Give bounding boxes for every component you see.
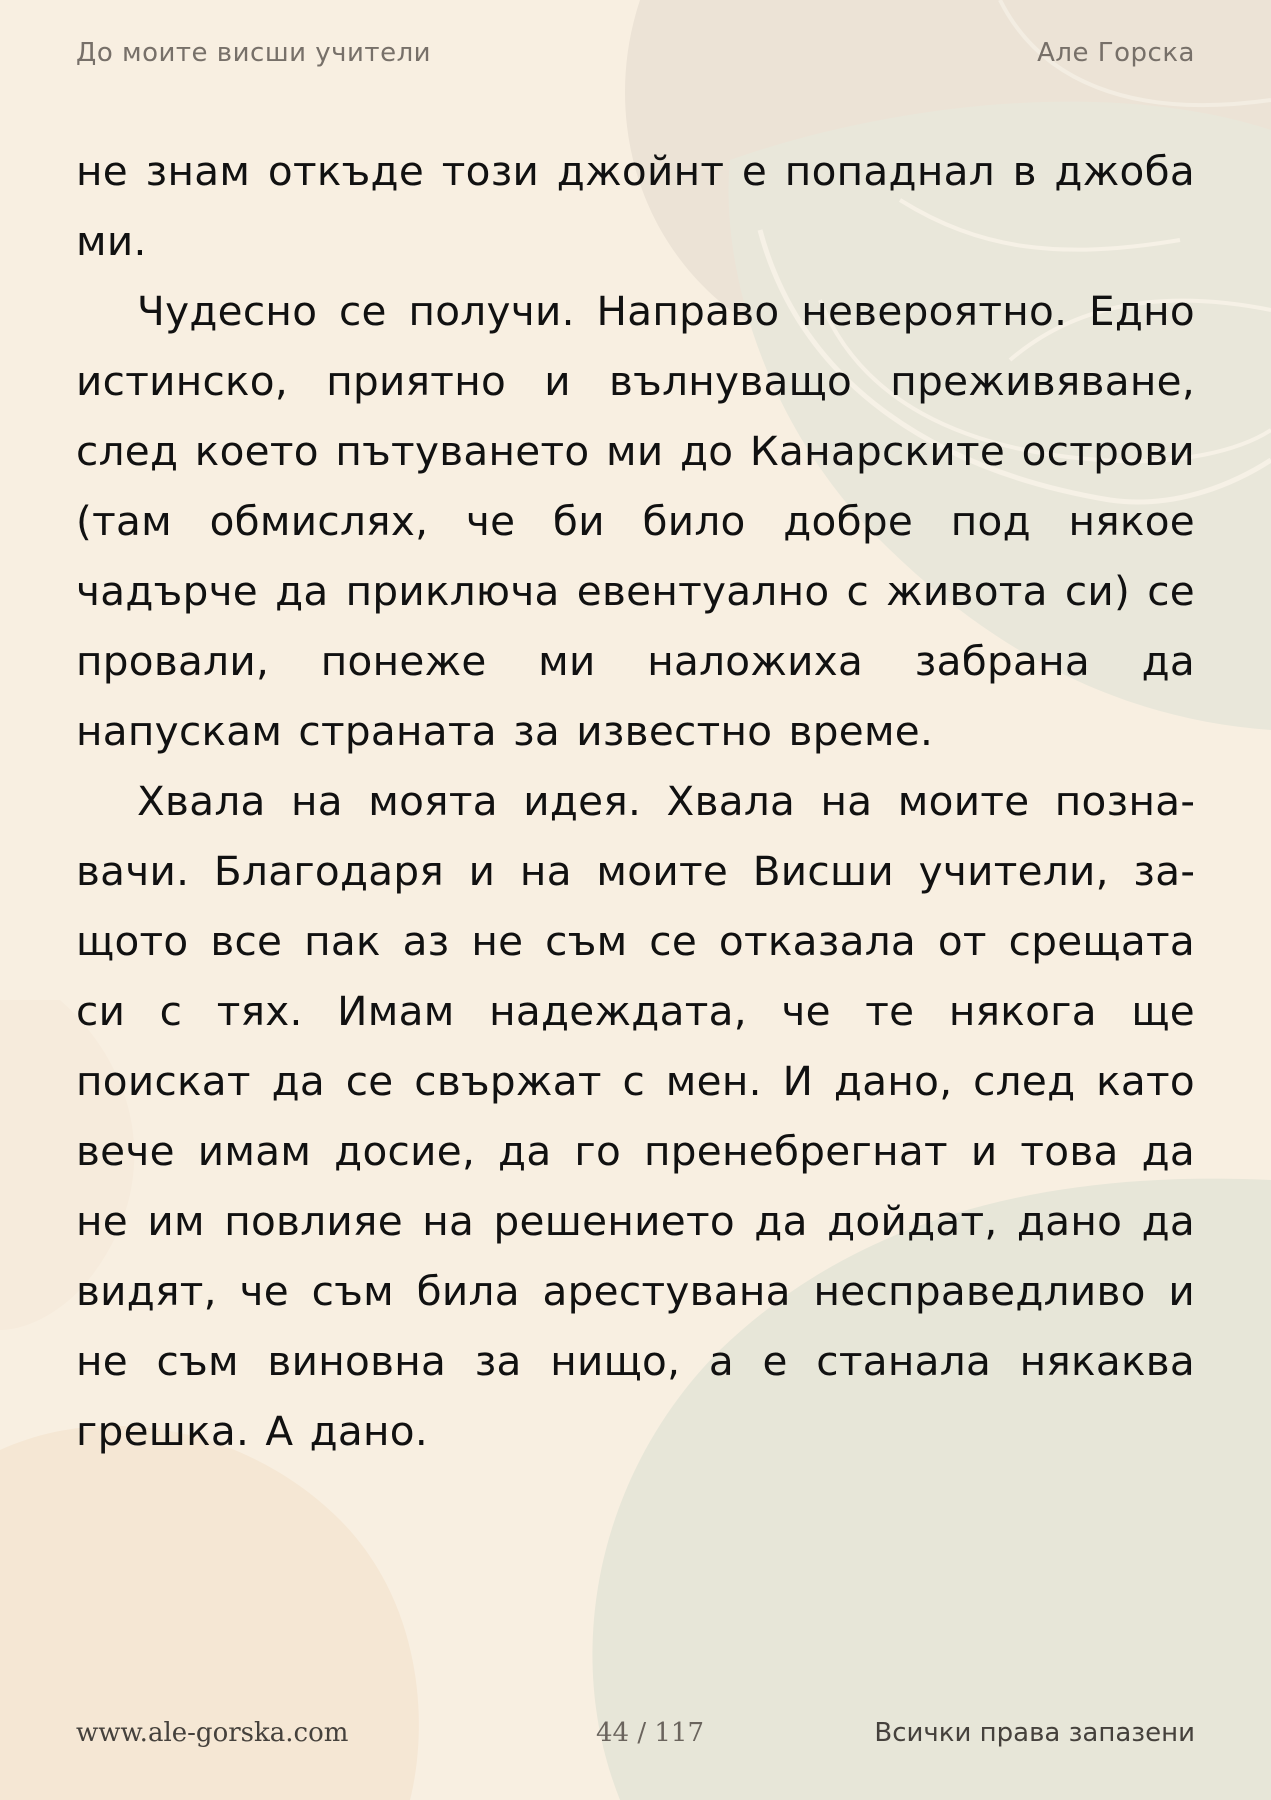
paragraph-3: Хвала на моята идея. Хвала на моите познавачи. Благодаря и на моите Висши учители, защото все пак аз не съм се отказала от срещата си с тях. Имам надеждата, че те някога ще поискат да се свържат с мен. И дано, след като вече имам досие, да го пренебрегнат и това да не им повлияе на решението да дойдат, дано да видят, че съм била арестувана несправедливо и не съм виновна за нищо, а е станала някаква грешка. А дано. bbox=[76, 777, 1195, 1455]
copyright-notice: Всички права запазени bbox=[874, 1718, 1195, 1748]
website-link[interactable]: www.ale-gorska.com bbox=[76, 1718, 349, 1748]
author-name: Але Горска bbox=[1037, 38, 1195, 68]
page-indicator: 44 / 117 bbox=[596, 1718, 704, 1748]
paragraph-1: не знам откъде този джойнт е попаднал в джоба ми. bbox=[76, 147, 1195, 265]
book-title: До моите висши учители bbox=[76, 38, 432, 68]
paragraph-2: Чудесно се получи. Направо невероятно. Едно истинско, приятно и вълнуващо преживяване, след което пътуването ми до Канарските острови (там обмислях, че би било добре под някое чадърче да приключа евентуално с живота си) се провали, понеже ми наложиха забрана да напускам страната за известно време. bbox=[76, 287, 1195, 755]
page-body bbox=[76, 136, 1195, 1466]
